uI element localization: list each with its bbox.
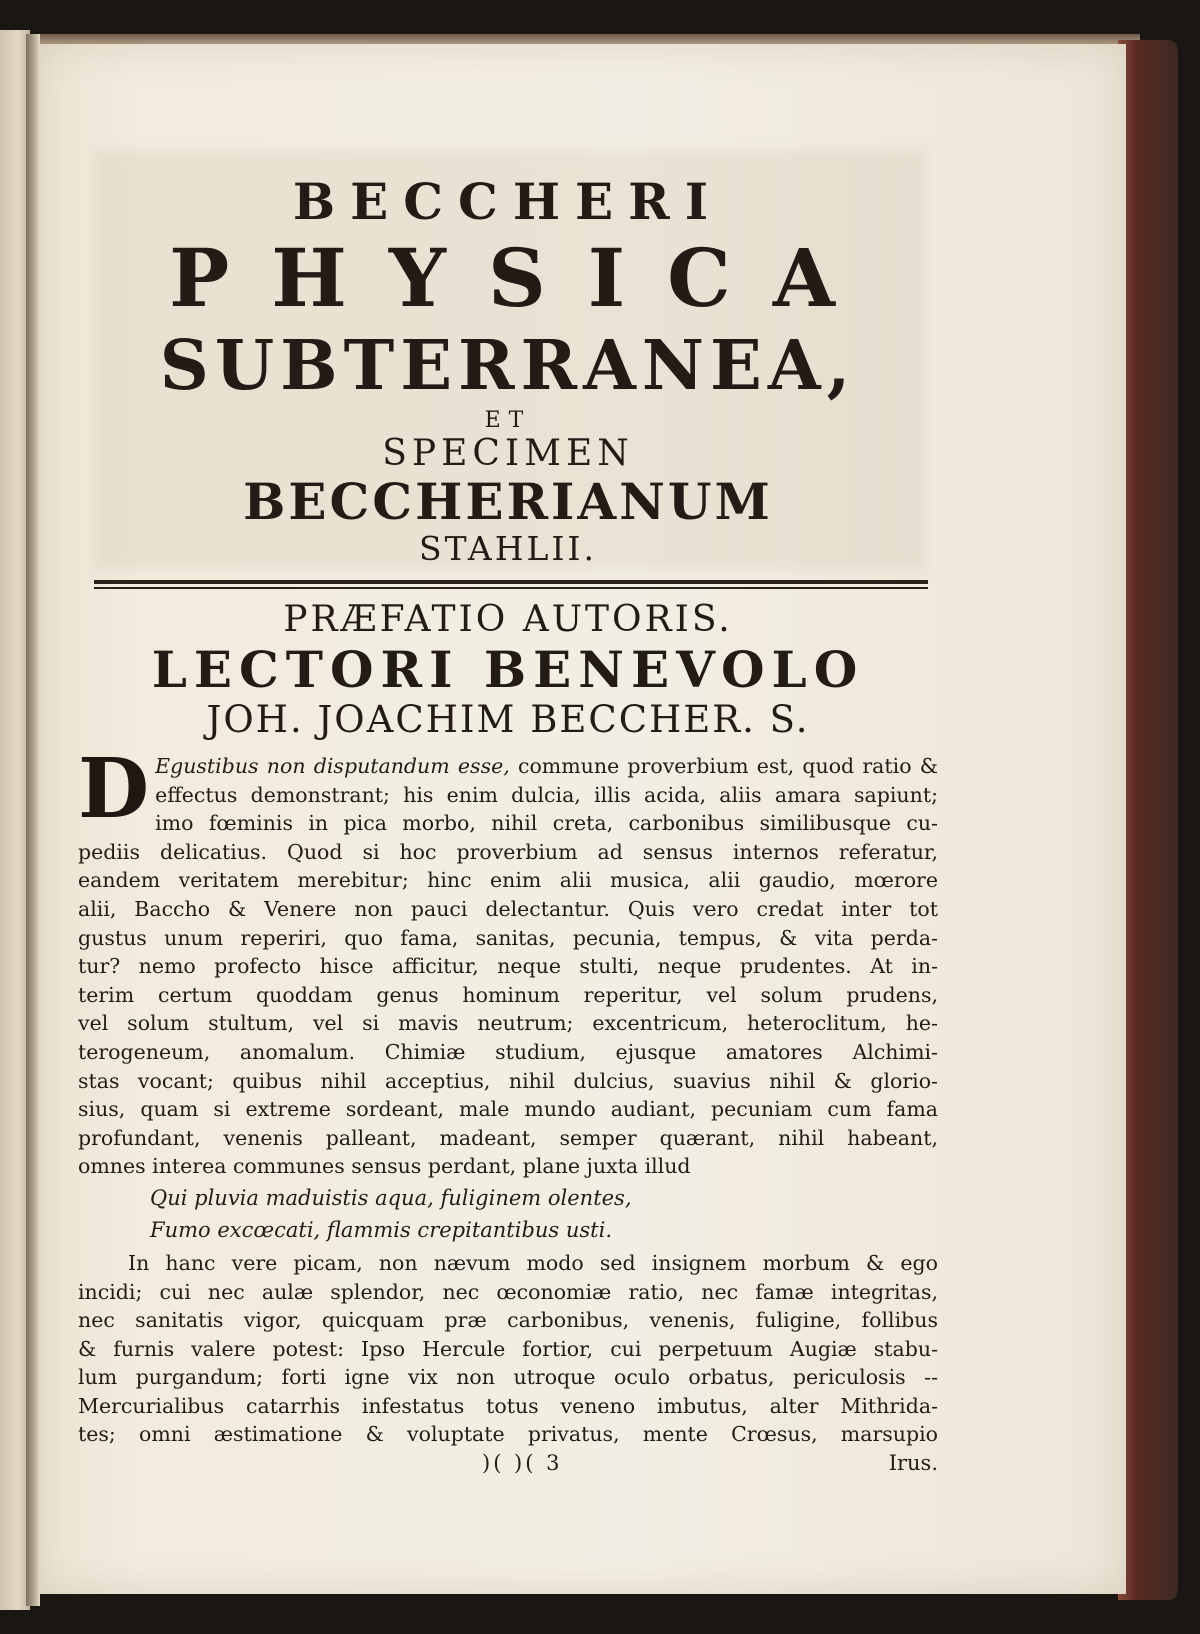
signature-mark: )( )( 3 xyxy=(482,1451,563,1476)
heading-line-1: PRÆFATIO AUTORIS. xyxy=(283,599,733,640)
rule-thick xyxy=(94,580,928,584)
body2-line-4: & furnis valere potest: Ipso Hercule fortior, cui perpetuum Augiæ stabu- xyxy=(78,1336,938,1361)
body-line-8: tur? nemo profecto hisce afficitur, neque stulti, neque prudentes. At in- xyxy=(78,954,938,979)
body-line-13: sius, quam si extreme sordeant, male mundo audiant, pecuniam cum fama xyxy=(78,1097,938,1122)
page-content xyxy=(78,172,938,1481)
title-line-7: STAHLII. xyxy=(419,529,597,568)
verse-quotation xyxy=(78,1183,938,1245)
body-line-4: pediis delicatius. Quod si hoc proverbium ad sensus internos referatur, xyxy=(78,839,938,864)
body-line-11: terogeneum, anomalum. Chimiæ studium, ejusque amatores Alchimi- xyxy=(78,1039,938,1064)
body-line-10: vel solum stultum, vel si mavis neutrum; excentricum, heteroclitum, he- xyxy=(78,1011,938,1036)
body2-line-2: incidi; cui nec aulæ splendor, nec œconomiæ ratio, nec famæ integritas, xyxy=(78,1279,938,1304)
title-line-6: BECCHERIANUM xyxy=(243,472,773,531)
body2-line-1: In hanc vere picam, non nævum modo sed insignem morbum & ego xyxy=(128,1250,938,1275)
body-line-1: commune proverbium est, quod ratio & xyxy=(509,754,938,778)
heading-line-2: LECTORI BENEVOLO xyxy=(151,640,865,699)
body-line-5: eandem veritatem merebitur; hinc enim alii musica, alii gaudio, mœrore xyxy=(78,868,938,893)
body-line-7: gustus unum reperiri, quo fama, sanitas, pecunia, tempus, & vita perda- xyxy=(78,925,938,950)
body2-line-5: lum purgandum; forti igne vix non utroque oculo orbatus, periculosis -- xyxy=(78,1365,938,1390)
title-line-5: SPECIMEN xyxy=(382,433,634,474)
catchword: Irus. xyxy=(888,1451,938,1476)
rule-thin xyxy=(94,587,928,589)
title-line-2: PHYSICA xyxy=(169,231,877,325)
body-line-2: effectus demonstrant; his enim dulcia, illis acida, aliis amara sapiunt; xyxy=(155,782,938,807)
body-line-14: profundant, venenis palleant, madeant, semper quærant, nihil habeant, xyxy=(78,1125,938,1150)
body-line-12: stas vocant; quibus nihil acceptius, nihil dulcius, suavius nihil & glorio- xyxy=(78,1068,938,1093)
double-rule-divider xyxy=(94,574,928,596)
body-paragraph-2 xyxy=(78,1249,938,1449)
verse-line-2: Fumo excœcati, flammis crepitantibus usti. xyxy=(150,1217,613,1242)
title-block xyxy=(78,172,938,568)
body-paragraph-1 xyxy=(78,741,938,1181)
verse-line-1: Qui pluvia maduistis aqua, fuliginem olentes, xyxy=(150,1185,632,1210)
body2-line-6: Mercurialibus catarrhis infestatus totus veneno imbutus, alter Mithrida- xyxy=(78,1393,938,1418)
drop-cap: D xyxy=(78,741,150,837)
title-line-4: ET xyxy=(484,408,532,433)
body-line-9: terim certum quoddam genus hominum reperitur, vel solum prudens, xyxy=(78,982,938,1007)
title-line-3: SUBTERRANEA, xyxy=(159,326,857,406)
page-footer xyxy=(78,1451,938,1481)
heading-line-3: JOH. JOACHIM BECCHER. S. xyxy=(206,698,810,741)
book-gutter xyxy=(26,34,40,1606)
body2-line-3: nec sanitatis vigor, quicquam præ carbonibus, venenis, fuligine, follibus xyxy=(78,1308,938,1333)
book-cover-edge xyxy=(1118,40,1178,1600)
body-line-6: alii, Baccho & Venere non pauci delectantur. Quis vero credat inter tot xyxy=(78,896,938,921)
preface-heading xyxy=(78,598,938,742)
body-italic-opening: Egustibus non disputandum esse, xyxy=(155,754,510,778)
body-line-15: omnes interea communes sensus perdant, plane juxta illud xyxy=(78,1154,691,1179)
title-line-1: BECCHERI xyxy=(292,172,724,231)
body2-line-7: tes; omni æstimatione & voluptate privatus, mente Crœsus, marsupio xyxy=(78,1422,938,1447)
body-line-3: imo fœminis in pica morbo, nihil creta, carbonibus similibusque cu- xyxy=(155,811,938,836)
